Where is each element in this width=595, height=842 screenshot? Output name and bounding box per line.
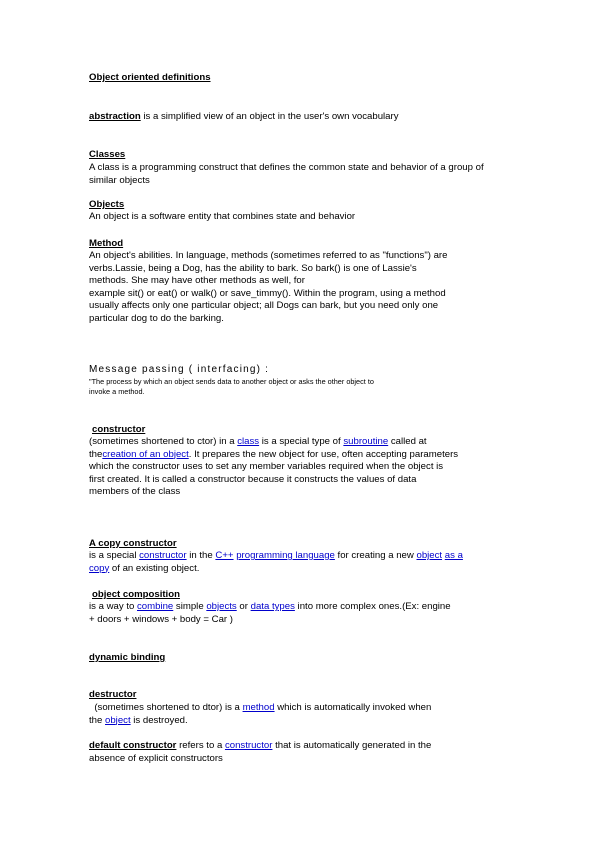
constructor-line-2 <box>89 449 509 462</box>
objects-heading: Objects <box>89 199 125 210</box>
constructor-text <box>89 436 509 499</box>
destructor-text <box>89 702 509 727</box>
copy-constructor-line-1 <box>89 550 509 563</box>
default-constructor-heading: default constructor <box>89 740 177 751</box>
programming-language-link[interactable]: programming language <box>236 550 335 561</box>
text-run: (sometimes shortened to dtor) is a <box>89 702 243 713</box>
method-heading: Method <box>89 238 124 249</box>
copy-link[interactable]: copy <box>89 562 110 574</box>
text-run: that is automatically generated in the <box>272 740 432 751</box>
destructor-line-2 <box>89 715 509 728</box>
object-composition-text <box>89 601 509 626</box>
method-line: usually affects only one particular object; all Dogs can bark, but you need only one <box>89 300 439 311</box>
text-run: for creating a new <box>334 550 417 561</box>
text-run: is destroyed. <box>130 714 188 726</box>
object-composition-line-1 <box>89 601 509 614</box>
default-constructor-definition <box>89 740 509 765</box>
method-line: verbs.Lassie, being a Dog, has the ability to bark. So bark() is one of Lassie's <box>89 262 417 274</box>
objects-text: An object is a software entity that combines state and behavior <box>89 211 356 222</box>
message-passing-line: "The process by which an object sends data to another object or asks the other object to <box>89 377 374 386</box>
text-run: refers to a <box>176 740 225 751</box>
message-passing-line: invoke a method. <box>89 387 145 396</box>
default-constructor-line-1 <box>89 740 509 753</box>
constructor-line-4: first created. It is called a constructor because it constructs the values of data <box>89 473 417 485</box>
text-run: is a special <box>89 550 140 561</box>
text-run: into more complex ones.(Ex: engine <box>294 601 451 612</box>
constructor-line-5: members of the class <box>89 486 181 497</box>
class-link[interactable]: class <box>237 436 260 447</box>
text-run: (sometimes shortened to ctor) in a <box>89 436 238 447</box>
constructor-link[interactable]: constructor <box>139 550 187 561</box>
text-run: is a special type of <box>259 436 344 447</box>
as-a-link[interactable]: as a <box>444 550 463 561</box>
constructor-line-3: which the constructor uses to set any member variables required when the object is <box>89 461 444 472</box>
subroutine-link[interactable]: subroutine <box>343 436 389 447</box>
dynamic-binding-heading: dynamic binding <box>89 652 166 663</box>
method-text <box>89 250 509 325</box>
text-run: the <box>89 714 106 726</box>
abstraction-definition <box>89 111 509 124</box>
text-run: in the <box>186 550 216 561</box>
data-types-link[interactable]: data types <box>250 601 295 612</box>
text-run: the <box>89 448 103 460</box>
method-line: particular dog to do the barking. <box>89 312 224 324</box>
object-composition-line-2: + doors + windows + body = Car ) <box>89 613 233 625</box>
copy-constructor-line-2 <box>89 563 509 576</box>
text-run: . It prepares the new object for use, often accepting parameters <box>188 448 459 460</box>
text-run: which is automatically invoked when <box>274 702 432 713</box>
text-run: called at <box>388 436 427 447</box>
classes-text: A class is a programming construct that defines the common state and behavior of a group of similar objects <box>89 162 484 186</box>
copy-constructor-text <box>89 550 509 575</box>
copy-constructor-heading: A copy constructor <box>89 538 177 549</box>
abstraction-term: abstraction <box>89 111 141 122</box>
text-run: of an existing object. <box>109 562 200 574</box>
cpp-link[interactable]: C++ <box>215 550 234 561</box>
abstraction-text: is a simplified view of an object in the user's own vocabulary <box>140 111 399 122</box>
classes-heading: Classes <box>89 149 126 160</box>
method-line: methods. She may have other methods as well, for <box>89 275 305 286</box>
method-link[interactable]: method <box>242 702 275 713</box>
constructor-line-1 <box>89 436 509 449</box>
text-run: is a way to <box>89 601 137 612</box>
destructor-heading: destructor <box>89 689 137 700</box>
constructor-heading: constructor <box>92 424 146 435</box>
objects-link[interactable]: objects <box>206 601 237 612</box>
constructor-link[interactable]: constructor <box>224 740 273 751</box>
creation-of-an-object-link[interactable]: creation of an object <box>102 448 189 460</box>
text-run: simple <box>173 601 207 612</box>
page-title: Object oriented definitions <box>89 72 211 83</box>
combine-link[interactable]: combine <box>137 601 174 612</box>
message-passing-heading: Message passing ( interfacing) : <box>89 364 270 375</box>
object-link[interactable]: object <box>416 550 443 561</box>
object-link[interactable]: object <box>105 714 131 726</box>
destructor-line-1 <box>89 702 509 715</box>
method-line: An object's abilities. In language, methods (sometimes referred to as "functions") are <box>89 250 448 261</box>
method-line: example sit() or eat() or walk() or save_timmy(). Within the program, using a method <box>89 287 446 299</box>
default-constructor-line-2: absence of explicit constructors <box>89 752 223 764</box>
object-composition-heading: object composition <box>92 589 180 600</box>
text-run: or <box>236 601 251 612</box>
message-passing-text <box>89 377 509 397</box>
